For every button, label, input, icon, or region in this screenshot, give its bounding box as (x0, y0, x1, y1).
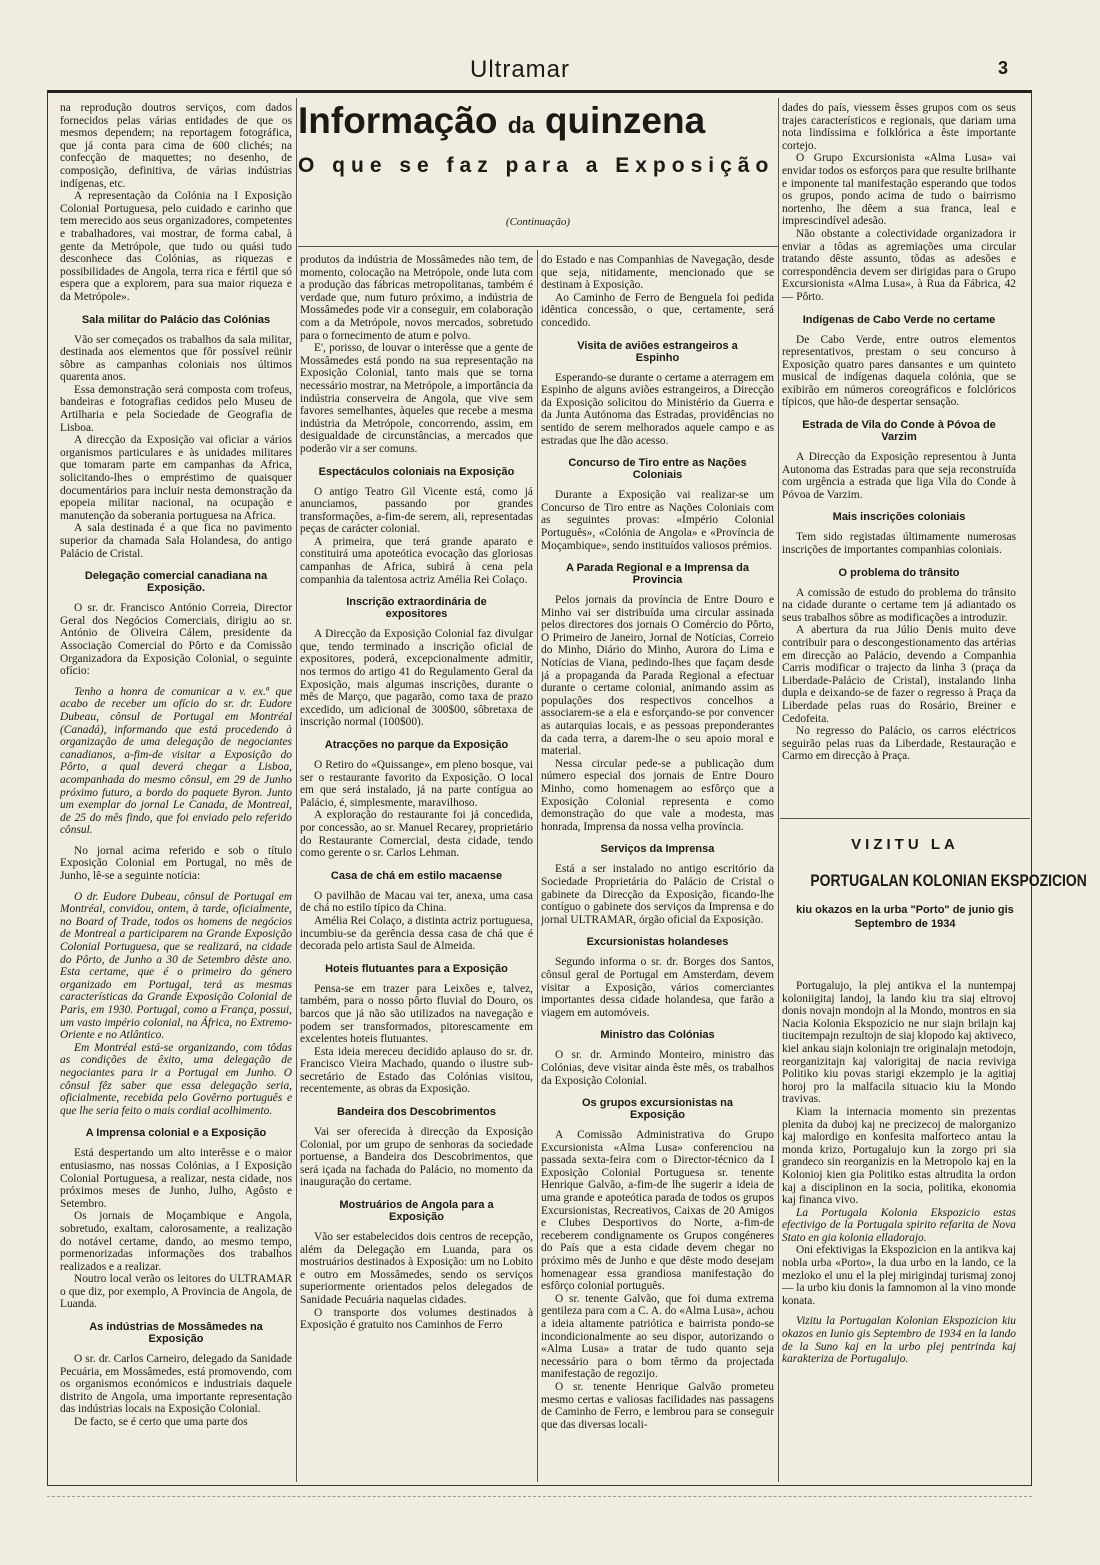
headline-word: quinzena (544, 100, 706, 141)
esperanto-notice (780, 836, 1087, 931)
paragraph: Portugalujo, la plej antikva el la nuntempaj koloniigitaj landoj, la lando kiu tra siaj eltrovoj donis novajn mondojn al la Mondo, montros en sia Nacia Kolonia Ekspozicio ne nur siajn brilajn kaj tiucitempajn rezultojn de siaj klopodo kaj aktiveco, kiel ankau siajn koloniajn tre originalajn metodojn, reorganizitajn kaj valorigitaj de nacia reviviga Politiko kiu povas starigi ekzemplo je la agitiaj horoj pro la malfacila situacio kiu la Mondo travivas. (782, 980, 1016, 1106)
paragraph: La Portugala Kolonia Ekspozicio estas efectivigo de la Portugala spirito refarita de Nova Stato en gia kolonia elladorajo. (782, 1206, 1016, 1244)
paragraph: Pelos jornais da província de Entre Douro e Minho vai ser distribuída uma circular assinada pelos directores dos jornais O Comércio do Pôrto, O Primeiro de Janeiro, Jornal de Notícias, Correio do Minho, Diário do Minho, Aurora do Lima e Notícias de Viana, pedindo-lhes que façam desde já a propaganda da Parada Regional a efectuar durante o certame colonial, animando assim as populações dos respectivos concelhos a associarem-se a ela e esforçando-se por convencer as autarquias locais, e as pessoas preponderantes da cada terra, a darem-lhe o seu apoio moral e material. (541, 594, 774, 758)
paragraph: A direcção da Exposição vai oficiar a vários organismos particulares e às unidades militares que tomaram parte em campanhas da Africa, solicitando-lhes o empréstimo de quaisquer documentários para incluir nesta demonstração da epopeia militar nacional, na ocupação e manutenção da soberania portuguesa na Africa. (60, 434, 292, 522)
column-rule (778, 98, 779, 1482)
paragraph: De Cabo Verde, entre outros elementos representativos, prestam o seu concurso à Exposição quatro pares dansantes e um quinteto musical de indígenas daquela colónia, que se exibirão em números coreográficos e folclóricos típicos, que hão-de despertar sensação. (782, 333, 1016, 409)
section-heading: Sala militar do Palácio das Colónias (81, 313, 271, 326)
paragraph: dades do país, viessem êsses grupos com os seus trajes característicos e regionais, que dariam uma nota lindíssima e folklórica a êste importante cortejo. (782, 102, 1016, 152)
paragraph: A Comissão Administrativa do Grupo Excursionista «Alma Lusa» conferenciou na passada sexta-feira com o Director-técnico da I Exposição Colonial Portuguesa sr. tenente Henrique Galvão, a-fim-de lhe sugerir a ideia de uma grande e apoteótica parada de todos os grupos Excursionistas, Recreativos, Caixas de 20 Amigos e Clubes Desportivos do Norte, a-fim-de receberem condignamente os Grupos congéneres do País que a esta cidade devem chegar no próximo mês de Junho e que dêste modo desejam homenagear essa grandiosa manifestação do esfôrço colonial português. (541, 1129, 774, 1293)
headline-main (298, 100, 778, 146)
section-heading: Visita de aviões estrangeiros a Espinho (577, 339, 738, 364)
section-heading: Concurso de Tiro entre as Nações Coloniais (568, 457, 747, 482)
paragraph: Amélia Rei Colaço, a distinta actriz portuguesa, incumbiu-se da gerência dessa casa de chá que é decorada pelo artista Saul de Almeida. (300, 914, 533, 953)
paragraph: Vão ser estabelecidos dois centros de recepção, além da Delegação em Luanda, para os mostruários destinados à Exposição: um no Lobito e outro em Mossâmedes, sendo os serviços superiormente orientados pelos delegados de Sanidade Pecuária naquelas cidades. (300, 1231, 533, 1306)
paragraph: O Grupo Excursionista «Alma Lusa» vai envidar todos os esforços para que resulte brilhante e imponente tal manifestação esperando que todos os grupos, pondo acima de tudo o bairrismo nortenho, lhe dêem a sua franca, leal e imprescindível adesão. (782, 152, 1016, 228)
paragraph: Vizitu la Portugalan Kolonian Ekspozicion kiu okazos en Iunio gis Septembro de 1934 en la lando de la Suno kaj en la urbo plej pentrinda kaj karakteriza de Portugalujo. (782, 1315, 1016, 1366)
paragraph: Segundo informa o sr. dr. Borges dos Santos, cônsul geral de Portugal em Amsterdam, devem visitar a Exposição, vários comerciantes importantes dessa cidade holandesa, que farão a viagem em automóveis. (541, 956, 774, 1019)
section-heading: Mostruários de Angola para a Exposição (339, 1199, 494, 1224)
section-heading: A Imprensa colonial e a Exposição (85, 1127, 267, 1140)
paragraph: O sr. dr. Armindo Monteiro, ministro das Colónias, deve visitar ainda êste mês, os trabalhos da Exposição Colonial. (541, 1049, 774, 1087)
paragraph: Tem sido registadas últimamente numerosas inscrições de importantes companhias coloniais. (782, 531, 1016, 557)
paragraph: Tenho a honra de comunicar a v. ex.ª que acabo de receber um ofício do sr. dr. Eudore Dubeau, cônsul de Portugal em Montréal (Canadá), informando que está procedendo à organização de uma delegação de negociantes canadianos, a-fim-de visitar a Exposição do Pôrto, a qual deverá chegar a Lisboa, acompanhada do mesmo cônsul, em 29 de Junho próximo futuro, a bordo do paquete Byron. Junto um exemplar do jornal Le Canada, de Montreal, de 25 do mês findo, que foi enviado pelo referido cônsul. (60, 685, 292, 837)
section-heading: Excursionistas holandeses (586, 936, 729, 949)
section-heading: Bandeira dos Descobrimentos (337, 1106, 496, 1119)
paragraph: Está a ser instalado no antigo escritório da Sociedade Proprietária do Palácio de Cristal o gabinete da Direcção da Exposição, ficando-lhe contíguo o gabinete dos serviços da Imprensa e do jornal ULTRAMAR, órgão oficial da Exposição. (541, 863, 774, 926)
paragraph: O transporte dos volumes destinados à Exposição é gratuito nos Caminhos de Ferro (300, 1306, 533, 1332)
section-heading: Espectáculos coloniais na Exposição (318, 465, 515, 478)
paragraph: Kiam la internacia momento sin prezentas plenita da duboj kaj ne precizecoj de malorganizo kaj malordigo en konfesita malforteco antau la monda krizo, Portugalujo kun la zorgo pri sia grandeco sin reorganizis en la Metropolo kaj en la Kolonioj kien gia Politiko estas altrudita la ordon kaj a disciplinon en la socia, politika, ekonomia kaj financa vivo. (782, 1105, 1016, 1207)
paragraph: No regresso do Palácio, os carros eléctricos seguirão pelas ruas da Liberdade, Restauração e Carmo em direcção à Praça. (782, 725, 1016, 763)
esperanto-subheading: kiu okazos en la urba "Porto" de junio gis Septembro de 1934 (796, 904, 1014, 930)
section-heading: Casa de chá em estilo macaense (330, 869, 503, 882)
column-rule (296, 98, 297, 1482)
paragraph: A Direcção da Exposição Colonial faz divulgar que, tendo terminado a inscrição oficial de expositores, poderá, excepcionalmente admitir, nos termos do artigo 41 do Regulamento Geral da Exposição, mais algumas inscrições, durante o mês de Março, que pagarão, como taxa de prazo excedido, um adicional de 300$00, sôbretaxa de inscrição normal (100$00). (300, 628, 533, 729)
section-heading: As indústrias de Mossâmedes na Exposição (89, 1321, 263, 1346)
column-1 (60, 102, 292, 1480)
column-4 (782, 102, 1016, 814)
column-3 (541, 254, 774, 1480)
paragraph: O sr. tenente Henrique Galvão prometeu mesmo certas e valiosas facilidades nas passagens de Caminho de Ferro, e lembrou para se conseguir que das diversas locali- (541, 1380, 774, 1431)
column-2 (300, 254, 533, 1480)
paragraph: Os jornais de Moçambique e Angola, sobretudo, exaltam, calorosamente, a realização do notável certame, dando, ao mesmo tempo, pormenorizadas informações dos trabalhos realizados e a realizar. (60, 1210, 292, 1273)
section-heading: Hoteis flutuantes para a Exposição (325, 962, 508, 975)
paragraph: Esta ideia mereceu decidido aplauso do sr. dr. Francisco Vieira Machado, quando o ilustre sub-secretário de Estado das Colónias visitou, recentemente, as obras da Exposição. (300, 1045, 533, 1096)
section-heading: Ministro das Colónias (600, 1029, 715, 1042)
paragraph: Pensa-se em trazer para Leixões e, talvez, também, para o nosso pôrto fluvial do Douro, os barcos que já não são utilizados na navegação e podem ser transformados, pitorescamente em excelentes hoteis flutuantes. (300, 982, 533, 1046)
paragraph: Em Montréal está-se organizando, com tôdas as condições de êxito, uma delegação de negociantes para ir a Portugal em Junho. O cônsul fêz saber que essa delegação seria, oficialmente, recebida pelo Govêrno português e que lhe seria feito o mais cordial acolhimento. (60, 1041, 292, 1117)
paragraph: Ao Caminho de Ferro de Benguela foi pedida idêntica concessão, o que, certamente, será concedido. (541, 291, 774, 329)
section-heading: A Parada Regional e a Imprensa da Provincia (566, 562, 749, 587)
section-heading: Delegação comercial canadiana na Exposição. (84, 570, 268, 595)
paragraph: Durante a Exposição vai realizar-se um Concurso de Tiro entre as Nações Coloniais com as seguintes provas: «Império Colonial Português», «Colónia de Angola» e «Província de Moçambique», sendo instituídos valiosos prémios. (541, 489, 774, 552)
continuation-note: (Continuação) (505, 216, 571, 228)
paragraph: E', porisso, de louvar o interêsse que a gente de Mossâmedes está pondo na sua representação na Exposição Colonial, tanto mais que se torna necessário mostrar, na Metrópole, a importância da indústria conserveira de Angola, que vive sem favores semelhantes, àqueles que recebe a mesma indústria da Metrópole, concorrendo, assim, em desigualdade de circunstâncias, a mercados que poderão vir a ser comuns. (300, 342, 533, 455)
paragraph: Nessa circular pede-se a publicação dum número especial dos jornais de Entre Douro Minho, como homenagem ao esfôrço que a Exposição Colonial representa e como demonstração do que vale a modesta, mas honrada, Imprensa da nossa velha província. (541, 757, 774, 833)
paragraph: O antigo Teatro Gil Vicente está, como já anunciamos, passando por grandes transformações, a-fim-de serem, ali, representadas peças de carácter colonial. (300, 485, 533, 536)
paragraph: do Estado e nas Companhias de Navegação, desde que seja, nitidamente, mencionado que se destinam à Exposição. (541, 254, 774, 292)
masthead (0, 56, 1100, 84)
paragraph: O sr. tenente Galvão, que foi duma extrema gentileza para com a C. A. do «Alma Lusa», achou a ideia altamente patriótica e bairrista pondo-se incondicionalmente ao seu dispor, autorizando o «Alma Lusa» a tratar de tudo quanto seja necessário para o bom têrmo da projectada manifestação de regozijo. (541, 1292, 774, 1381)
paragraph: No jornal acima referido e sob o título Exposição Colonial em Portugal, no mês de Junho, lê-se a seguinte notícia: (60, 844, 292, 883)
paragraph: na reprodução doutros serviços, com dados fornecidos pelas várias entidades de que os mesmos dependem; na reportagem fotográfica, que já conta para cima de 600 clichés; na confecção de maquettes; no desenho, de composição, definitiva, de várias indústrias indígenas, etc. (60, 102, 292, 190)
section-heading: Os grupos excursionistas na Exposição (582, 1097, 733, 1122)
paragraph: Está despertando um alto interêsse e o maior entusiasmo, nas nossas Colónias, a I Exposição Colonial Portuguesa, a realizar, nesta cidade, nos próximos meses de Junho, Julho, Agôsto e Setembro. (60, 1147, 292, 1210)
paragraph: produtos da indústria de Mossâmedes não tem, de momento, colocação na Metrópole, onde luta com a produção das fábricas metropolitanas, também é verdade que, num futuro próximo, a indústria de Mossâmedes pode vir a conseguir, em colaboração com a da Metrópole, novos mercados, sobretudo para o fornecimento de atum e polvo. (300, 254, 533, 342)
section-heading: Estrada de Vila do Conde à Póvoa de Varzim (802, 419, 996, 444)
section-heading: Inscrição extraordinária de expositores (346, 596, 487, 621)
section-heading: Serviços da Imprensa (600, 843, 715, 856)
paragraph: O sr. dr. Francisco António Correia, Director Geral dos Negócios Comerciais, dirigiu ao sr. António de Oliveira Cálem, presidente da Associação Comercial do Pôrto e da Comissão Organizadora da Exposição Colonial, o seguinte ofício: (60, 602, 292, 678)
paper-title: Ultramar (470, 56, 571, 83)
paragraph: Esperando-se durante o certame a aterragem em Espinho de alguns aviões estrangeiros, a Direcção da Exposição solicitou do Ministério da Guerra e da Junta Autónoma das Estradas, providências no sentido de serem melhorados aquele campo e as estradas que lhe dão acesso. (541, 371, 774, 447)
headline-word: Informação (298, 100, 498, 141)
section-heading: Atracções no parque da Exposição (324, 739, 509, 751)
paragraph: O pavilhão de Macau vai ter, anexa, uma casa de chá no estilo típico da China. (300, 889, 533, 915)
banner-rule (298, 246, 778, 247)
paragraph: A exploração do restaurante foi já concedida, por concessão, ao sr. Manuel Recarey, proprietário do Restaurante Comercial, desta cidade, tendo como gerente o sr. Carlos Lehman. (300, 809, 533, 860)
section-rule (780, 818, 1030, 819)
column-rule (537, 250, 538, 1482)
section-heading: Mais inscrições coloniais (832, 511, 966, 524)
paragraph: A representação da Colónia na I Exposição Colonial Portuguesa, pelo cuidado e carinho que tem merecido aos seus organizadores, competentes e trabalhadores, vai mostrar, de forma cabal, à gente da Metrópole, que tudo ou quási tudo desconhece das Colónias, as riquezas e possibilidades de Angola, terra rica e fértil que só espera que a explorem, para sua maior riqueza e da Metrópole». (60, 190, 292, 303)
paragraph: O Retiro do «Quissange», em pleno bosque, vai ser o restaurante favorito da Exposição. O local em que será instalado, já na parte contígua ao Palácio, é, simplesmente, maravilhoso. (300, 759, 533, 809)
paragraph: O dr. Eudore Dubeau, cônsul de Portugal em Montréal, convidou, ontem, à tarde, oficialmente, no Board of Trade, todos os homens de negócios de Montreal a participarem na Grande Exposição Colonial Portuguesa, que se realizará, na cidade do Pôrto, de Junho a 30 de Setembro dêste ano. Esta certame, que é o primeiro do género organizado em Portugal, terá as mesmas características da Grande Exposição Colonial de Paris, em 1930. Portugal, como a França, possui, um vasto império colonial, na África, no Extremo-Oriente e no Atlântico. (60, 890, 292, 1042)
paragraph: A sala destinada é a que fica no pavimento superior da chamada Sala Holandesa, do antigo Palácio de Cristal. (60, 522, 292, 560)
esperanto-heading: PORTUGALAN KOLONIAN EKSPOZICION (810, 871, 1087, 890)
paragraph: De facto, se é certo que uma parte dos (74, 1416, 248, 1429)
section-heading: O problema do trânsito (838, 566, 960, 579)
paragraph: Não obstante a colectividade organizadora ir enviar a tôdas as agremiações uma circular tratando dêste assunto, tôdas as adesões e correspondência devem ser dirigidas para o Grupo Excursionista «Alma Lusa», à Rua da Fábrica, 42 — Pôrto. (782, 227, 1016, 303)
paragraph: Vão ser começados os trabalhos da sala militar, destinada aos elementos que fôr possível reünir sôbre as campanhas coloniais nos últimos quarenta anos. (60, 333, 292, 384)
paragraph: Noutro local verão os leitores do ULTRAMAR o que diz, por exemplo, A Provincia de Angola, de Luanda. (60, 1273, 292, 1311)
esperanto-title: VIZITU LA (851, 836, 959, 853)
paragraph: Oni efektivigas la Ekspozicion en la antikva kaj nobla urba «Porto», la dua urbo en la lando, ce la mezloko el unu el la plej mirigindaj turismaj zonoj — la urbo kiu donis la famnomon al la vino monde konata. (782, 1244, 1016, 1307)
esperanto-text (782, 972, 1016, 1480)
paragraph: A comissão de estudo do problema do trânsito na cidade durante o certame tem já adiantado os seus trabalhos sôbre as modificações a introduzir. (782, 586, 1016, 624)
page-number: 3 (997, 58, 1008, 78)
headline-word: da (507, 112, 535, 138)
section-heading: Indígenas de Cabo Verde no certame (802, 313, 996, 326)
paragraph: A abertura da rua Júlio Denis muito deve contribuir para o descongestionamento das artérias em direcção ao Palácio, devendo a Companhia Carris modificar o trajecto da linha 3 (praça da Liberdade-Palácio de Cristal), instalando linha dupla e deixando-se de fazer o regresso à Praça da Liberdade pelas ruas do Rosário, Breiner e Cedofeita. (782, 624, 1016, 725)
paragraph: A Direcção da Exposição representou à Junta Autonoma das Estradas para que seja reconstruída com urgência a estrada que liga Vila do Conde à Póvoa de Varzim. (782, 451, 1016, 501)
paragraph: A primeira, que terá grande aparato e constituirá uma apoteótica evocação das gloriosas campanhas de Africa, subirá à cena pela companhia da talentosa actriz Amélia Rei Colaço. (300, 535, 533, 586)
paragraph: Essa demonstração será composta com trofeus, bandeiras e fotografias cedidos pelo Museu de Artilharia e pela Sociedade de Geografia de Lisboa. (60, 383, 292, 434)
footer-rule (47, 1496, 1032, 1497)
paragraph: O sr. dr. Carlos Carneiro, delegado da Sanidade Pecuária, em Mossâmedes, está promovendo, com os organismos económicos e industriais daquele distrito de Angola, uma importante representação das indústrias locais na Exposição Colonial. (60, 1353, 292, 1416)
headline-subtitle: O que se faz para a Exposição (298, 154, 775, 177)
paragraph: Vai ser oferecida à direcção da Exposição Colonial, por um grupo de senhoras da sociedade portuense, a Bandeira dos Descobrimentos, que será içada na fachada do Palácio, no momento da inauguração do certame. (300, 1126, 533, 1189)
